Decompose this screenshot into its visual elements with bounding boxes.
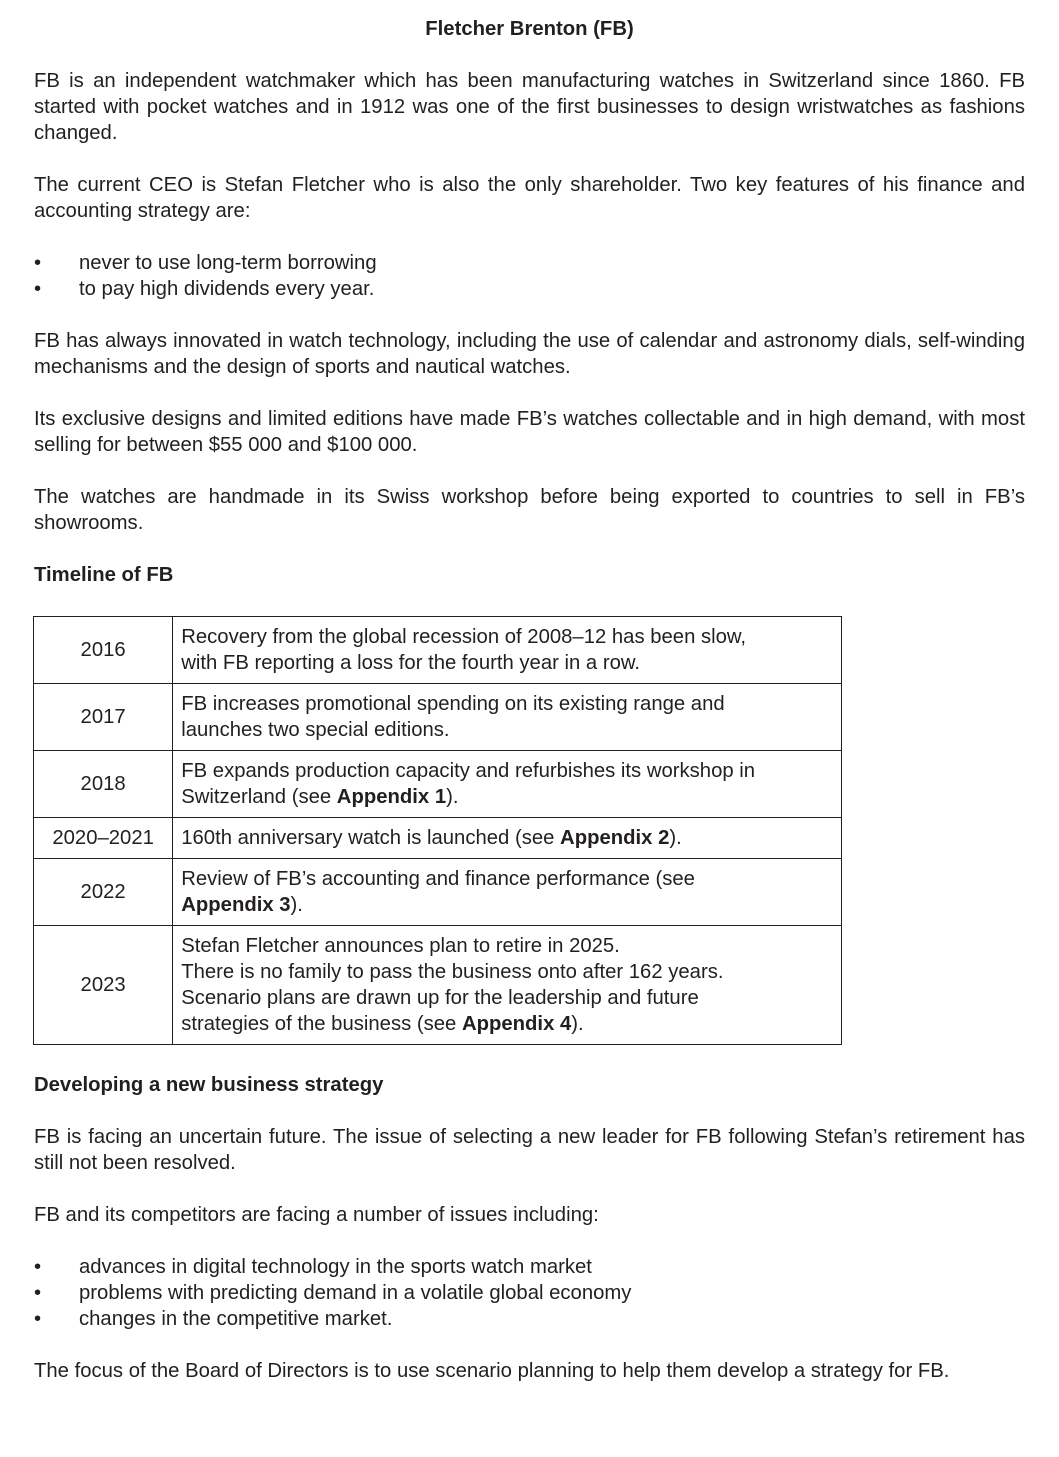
timeline-description — [173, 617, 842, 684]
list-item-text: problems with predicting demand in a volatile global economy — [79, 1282, 632, 1304]
strategy-paragraph-future: FB is facing an uncertain future. The issue of selecting a new leader for FB following Stefan’s retirement has still not been resolved. — [34, 1126, 1025, 1174]
bullet-icon: • — [34, 278, 42, 300]
timeline-description — [173, 926, 842, 1045]
description-line: Review of FB’s accounting and finance performance (see — [181, 868, 695, 890]
document-title: Fletcher Brenton (FB) — [425, 18, 634, 40]
description-text: 160th anniversary watch is launched (see — [181, 827, 561, 849]
list-item — [34, 1306, 1025, 1332]
intro-paragraph-workshop: The watches are handmade in its Swiss workshop before being exported to countries to sell in FB’s showrooms. — [34, 486, 1025, 534]
intro-paragraph-ceo: The current CEO is Stefan Fletcher who is also the only shareholder. Two key features of his finance and accounting strategy are: — [34, 174, 1025, 222]
description-line: with FB reporting a loss for the fourth year in a row. — [181, 652, 641, 674]
table-row — [34, 617, 842, 684]
description-text: ). — [571, 1013, 584, 1035]
description-text: ). — [669, 827, 682, 849]
timeline-year: 2020–2021 — [34, 818, 173, 859]
strategy-paragraph-board: The focus of the Board of Directors is to use scenario planning to help them develop a strategy for FB. — [34, 1360, 950, 1382]
description-line: There is no family to pass the business onto after 162 years. — [181, 961, 724, 983]
appendix-reference: Appendix 2 — [560, 827, 670, 849]
table-row — [34, 684, 842, 751]
description-line: Stefan Fletcher announces plan to retire in 2025. — [181, 935, 620, 957]
appendix-reference: Appendix 1 — [336, 786, 447, 808]
description-text: ). — [290, 894, 303, 916]
intro-paragraph-innovation: FB has always innovated in watch technology, including the use of calendar and astronomy dials, self-winding mechanisms and the design of sports and nautical watches. — [34, 330, 1025, 378]
description-line: launches two special editions. — [181, 719, 450, 741]
timeline-table — [33, 616, 842, 1045]
timeline-year: 2018 — [34, 751, 173, 818]
intro-paragraph-designs: Its exclusive designs and limited editions have made FB’s watches collectable and in high demand, with most selling for between $55 000 and $100 000. — [34, 408, 1025, 456]
appendix-reference: Appendix 4 — [461, 1013, 572, 1035]
list-item-text: never to use long-term borrowing — [79, 252, 377, 274]
timeline-year: 2022 — [34, 859, 173, 926]
list-item — [34, 250, 1025, 276]
issues-list — [34, 1254, 1025, 1332]
timeline-year: 2016 — [34, 617, 173, 684]
table-row — [34, 751, 842, 818]
timeline-description — [173, 859, 842, 926]
table-row — [34, 859, 842, 926]
list-item-text: changes in the competitive market. — [79, 1308, 393, 1330]
timeline-description — [173, 818, 842, 859]
timeline-heading: Timeline of FB — [34, 564, 174, 586]
strategy-paragraph-issues: FB and its competitors are facing a number of issues including: — [34, 1204, 599, 1226]
timeline-description — [173, 684, 842, 751]
description-line: FB increases promotional spending on its existing range and — [181, 693, 725, 715]
description-text: ). — [446, 786, 459, 808]
description-line: Recovery from the global recession of 2008–12 has been slow, — [181, 626, 747, 648]
timeline-year: 2023 — [34, 926, 173, 1045]
bullet-icon: • — [34, 252, 42, 274]
list-item-text: advances in digital technology in the sports watch market — [79, 1256, 592, 1278]
description-line: Scenario plans are drawn up for the leadership and future — [181, 987, 699, 1009]
appendix-reference: Appendix 3 — [181, 894, 291, 916]
table-row — [34, 818, 842, 859]
list-item — [34, 1254, 1025, 1280]
description-text: Switzerland (see — [181, 786, 337, 808]
list-item — [34, 1280, 1025, 1306]
description-text: strategies of the business (see — [181, 1013, 462, 1035]
strategy-features-list — [34, 250, 1025, 302]
intro-paragraph-history: FB is an independent watchmaker which has been manufacturing watches in Switzerland since 1860. FB started with pocket watches and in 1912 was one of the first businesses to design wristwatches as fashions changed. — [34, 70, 1025, 144]
timeline-description — [173, 751, 842, 818]
list-item — [34, 276, 1025, 302]
bullet-icon: • — [34, 1308, 42, 1330]
description-line: FB expands production capacity and refurbishes its workshop in — [181, 760, 756, 782]
list-item-text: to pay high dividends every year. — [79, 278, 375, 300]
bullet-icon: • — [34, 1282, 42, 1304]
table-row — [34, 926, 842, 1045]
bullet-icon: • — [34, 1256, 42, 1278]
strategy-heading: Developing a new business strategy — [34, 1074, 384, 1096]
timeline-year: 2017 — [34, 684, 173, 751]
